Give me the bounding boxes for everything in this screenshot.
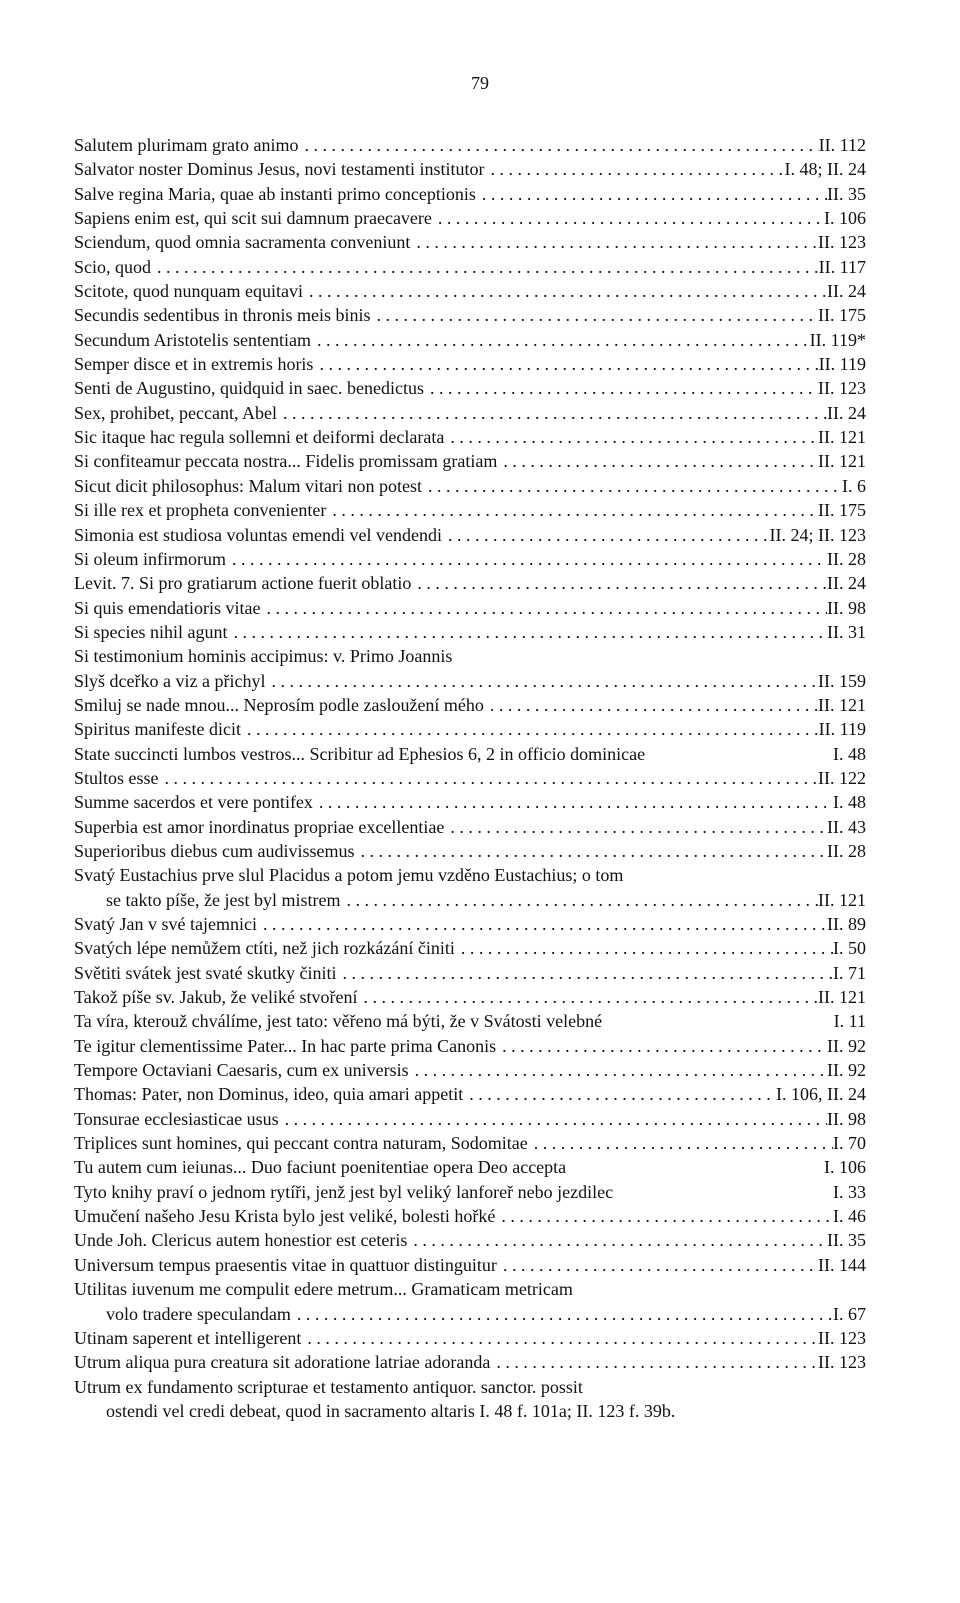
entry-heading: se takto píše, že jest byl mistrem (106, 889, 341, 910)
entry-reference: I. 106 (824, 1157, 866, 1178)
entry-heading: Sciendum, quod omnia sacramenta conveniunt (74, 232, 411, 253)
index-entry-line (74, 523, 866, 547)
entry-heading: Simonia est studiosa voluntas emendi vel vendendi (74, 524, 442, 545)
entry-reference: II. 119 (818, 719, 866, 740)
dot-leader (313, 790, 833, 814)
index-entry-line (74, 1375, 866, 1399)
entry-heading: Thomas: Pater, non Dominus, ideo, quia amari appetit (74, 1084, 464, 1105)
index-entry-line (74, 961, 866, 985)
index-entry-line (74, 1058, 866, 1082)
entry-reference: I. 67 (833, 1303, 866, 1324)
dot-leader (354, 839, 827, 863)
dot-leader (444, 815, 827, 839)
entry-heading: Tonsurae ecclesiasticae usus (74, 1108, 279, 1129)
entry-reference: II. 117 (818, 256, 866, 277)
index-entry-line (74, 1155, 866, 1179)
entry-reference: I. 48 (833, 792, 866, 813)
dot-leader (490, 1350, 818, 1374)
dot-leader (260, 596, 827, 620)
entry-heading: Ta víra, kterouž chválíme, jest tato: věřeno má býti, že v Svátosti velebné (74, 1011, 603, 1032)
entry-heading: Salvator noster Dominus Jesus, novi testamenti institutor (74, 159, 485, 180)
dot-leader (298, 133, 818, 157)
index-entry (74, 157, 866, 181)
entry-heading: Summe sacerdos et vere pontifex (74, 792, 313, 813)
index-entry (74, 839, 866, 863)
index-entry (74, 1131, 866, 1155)
dot-leader (303, 279, 827, 303)
index-entry-line (74, 133, 866, 157)
index-entry (74, 328, 866, 352)
entry-heading: State succincti lumbos vestros... Scribitur ad Ephesios 6, 2 in officio dominicae (74, 743, 646, 764)
index-entry-line (74, 1009, 866, 1033)
index-entry (74, 669, 866, 693)
entry-reference: II. 31 (827, 621, 866, 642)
index-entry-line (74, 547, 866, 571)
entry-reference: II. 35 (827, 183, 866, 204)
entry-heading: Si oleum infirmorum (74, 548, 226, 569)
index-entry (74, 279, 866, 303)
dot-leader (358, 985, 819, 1009)
index-entry-line (74, 912, 866, 936)
entry-heading: Utilitas iuvenum me compulit edere metrum... Gramaticam metricam (74, 1279, 573, 1300)
index-entry (74, 498, 866, 522)
index-entry-line (74, 644, 866, 668)
dot-leader (497, 1253, 818, 1277)
index-entry (74, 961, 866, 985)
entry-reference: I. 71 (833, 962, 866, 983)
index-entry-line (74, 352, 866, 376)
entry-heading: ostendi vel credi debeat, quod in sacramento altaris I. 48 f. 101a; II. 123 f. 39b. (106, 1400, 676, 1421)
index-entry-line (74, 328, 866, 352)
entry-reference: II. 24; II. 123 (769, 524, 866, 545)
index-entry-line (74, 1350, 866, 1374)
entry-heading: Universum tempus praesentis vitae in quattuor distinguitur (74, 1254, 497, 1275)
entry-reference: II. 112 (818, 135, 866, 155)
entry-reference: I. 50 (833, 938, 866, 959)
entry-reference: II. 175 (818, 500, 866, 521)
index-entry-continuation (74, 1399, 866, 1423)
index-entry (74, 523, 866, 547)
entry-reference: II. 24 (827, 573, 866, 594)
entry-heading: Scitote, quod nunquam equitavi (74, 281, 303, 302)
dot-leader (313, 352, 818, 376)
dot-leader (277, 401, 827, 425)
entry-reference: II. 123 (818, 1327, 866, 1348)
entry-reference: II. 28 (827, 548, 866, 569)
index-entry-line (74, 1107, 866, 1131)
index-entry (74, 206, 866, 230)
entry-reference: I. 48; II. 24 (784, 159, 866, 180)
index-entry (74, 425, 866, 449)
index-entry-line (74, 1034, 866, 1058)
index-entry (74, 742, 866, 766)
entry-reference: I. 48 (833, 743, 866, 764)
entry-heading: Tyto knihy praví o jednom rytíři, jenž jest byl veliký lanforeř nebo jezdilec (74, 1181, 614, 1202)
index-entry (74, 1350, 866, 1374)
entry-heading: Utrum aliqua pura creatura sit adoratione latriae adoranda (74, 1352, 491, 1373)
dot-leader (496, 1034, 827, 1058)
entry-reference: I. 106, II. 24 (776, 1084, 866, 1105)
index-entry (74, 1034, 866, 1058)
dot-leader (442, 523, 770, 547)
index-entry (74, 1326, 866, 1350)
entry-reference: I. 6 (842, 475, 866, 496)
entry-heading: Svatý Jan v své tajemnici (74, 914, 257, 934)
index-entry-line (74, 498, 866, 522)
dot-leader (528, 1131, 833, 1155)
index-entry-line (74, 620, 866, 644)
index-entry (74, 1155, 866, 1179)
entry-reference: I. 70 (833, 1133, 866, 1154)
entry-reference: II. 121 (818, 987, 866, 1008)
dot-leader (432, 206, 824, 230)
index-entry-line (74, 376, 866, 400)
dot-leader (279, 1107, 827, 1131)
dot-leader (444, 425, 818, 449)
index-entry (74, 1082, 866, 1106)
dot-leader (411, 571, 827, 595)
entry-heading: Svatý Eustachius prve slul Placidus a potom jemu vzděno Eustachius; o tom (74, 865, 624, 886)
entry-heading: Secundis sedentibus in thronis meis binis (74, 305, 371, 326)
index-entry (74, 352, 866, 376)
index-entry (74, 571, 866, 595)
dot-leader (159, 766, 818, 790)
index-entry-line (74, 790, 866, 814)
entry-heading: Si ille rex et propheta convenienter (74, 500, 327, 521)
index-entry-line (74, 863, 866, 887)
index-entry (74, 1058, 866, 1082)
entry-reference: II. 123 (818, 1352, 866, 1373)
entry-reference: I. 46 (833, 1206, 866, 1227)
index-entry-continuation (74, 888, 866, 912)
index-entry (74, 1204, 866, 1228)
dot-leader (227, 620, 827, 644)
entry-reference: II. 98 (827, 597, 866, 618)
entry-heading: Spiritus manifeste dicit (74, 719, 241, 740)
entry-reference: II. 121 (818, 427, 866, 448)
dot-leader (311, 328, 810, 352)
index-entry (74, 790, 866, 814)
dot-leader (371, 303, 819, 327)
entry-heading: Semper disce et in extremis horis (74, 354, 314, 375)
index-entry (74, 230, 866, 254)
index-entry (74, 1009, 866, 1033)
index-entry (74, 255, 866, 279)
index-entry (74, 182, 866, 206)
index-entry-line (74, 1131, 866, 1155)
index-entry-line (74, 936, 866, 960)
index-entry (74, 1180, 866, 1204)
index-entry-line (74, 839, 866, 863)
entry-heading: Levit. 7. Si pro gratiarum actione fuerit oblatio (74, 573, 412, 594)
entry-heading: Secundum Aristotelis sententiam (74, 329, 311, 350)
entry-reference: II. 123 (818, 232, 866, 253)
index-entry (74, 449, 866, 473)
index-entry-continuation (74, 1302, 866, 1326)
index-entry-line (74, 1180, 866, 1204)
index-entry (74, 474, 866, 498)
index-entry-line (74, 474, 866, 498)
entry-heading: volo tradere speculandam (106, 1303, 291, 1324)
dot-leader (301, 1326, 818, 1350)
index-entry (74, 985, 866, 1009)
entry-reference: II. 92 (827, 1060, 866, 1081)
index-entry-line (74, 596, 866, 620)
dot-leader (257, 912, 827, 936)
entry-reference: II. 121 (818, 451, 866, 472)
index-entry-line (74, 1082, 866, 1106)
index-entry (74, 1277, 866, 1326)
entry-heading: Superioribus diebus cum audivissemus (74, 840, 355, 861)
index-entry-line (74, 401, 866, 425)
index-entry (74, 620, 866, 644)
index-entry (74, 815, 866, 839)
entry-heading: Salve regina Maria, quae ab instanti primo conceptionis (74, 183, 476, 204)
index-entry-line (74, 1204, 866, 1228)
index-entry (74, 912, 866, 936)
entry-heading: Unde Joh. Clericus autem honestior est ceteris (74, 1230, 408, 1251)
index-entry-line (74, 571, 866, 595)
entry-reference: II. 43 (827, 816, 866, 837)
dot-leader (484, 157, 784, 181)
dot-leader (340, 888, 818, 912)
index-entry-line (74, 1326, 866, 1350)
index-entry (74, 644, 866, 668)
index-entry (74, 693, 866, 717)
dot-leader (495, 1204, 833, 1228)
index-entry-line (74, 1228, 866, 1252)
dot-leader (407, 1228, 827, 1252)
index-entry (74, 863, 866, 912)
entry-heading: Si testimonium hominis accipimus: v. Primo Joannis (74, 646, 453, 667)
index-entry-line (74, 182, 866, 206)
entry-reference: II. 119 (818, 354, 866, 375)
entry-reference: II. 89 (827, 914, 866, 934)
dot-leader (497, 449, 818, 473)
index-entry-line (74, 449, 866, 473)
index-entry-line (74, 742, 866, 766)
dot-leader (265, 669, 818, 693)
index-entry-line (74, 206, 866, 230)
entry-reference: II. 92 (827, 1035, 866, 1056)
index-entry-line (74, 717, 866, 741)
entry-reference: II. 119* (809, 329, 866, 350)
entry-heading: Slyš dceřko a viz a přichyl (74, 670, 266, 691)
entry-heading: Smiluj se nade mnou... Neprosím podle zasloužení mého (74, 694, 484, 715)
index-entry (74, 1228, 866, 1252)
index-entry-line (74, 1277, 866, 1301)
index-entry-line (74, 693, 866, 717)
entry-heading: Salutem plurimam grato animo (74, 135, 299, 155)
entry-heading: Takož píše sv. Jakub, že veliké stvoření (74, 987, 358, 1008)
entry-heading: Te igitur clementissime Pater... In hac parte prima Canonis (74, 1035, 497, 1056)
dot-leader (226, 547, 827, 571)
entry-heading: Sicut dicit philosophus: Malum vitari non potest (74, 475, 422, 496)
entry-reference: II. 98 (827, 1108, 866, 1129)
dot-leader (291, 1302, 833, 1326)
entry-heading: Tu autem cum ieiunas... Duo faciunt poenitentiae opera Deo accepta (74, 1157, 567, 1178)
index-entry (74, 717, 866, 741)
index-entry (74, 596, 866, 620)
entry-reference: II. 159 (818, 670, 866, 691)
entry-heading: Sex, prohibet, peccant, Abel (74, 402, 277, 423)
entry-reference: II. 121 (818, 694, 866, 715)
index-entry (74, 133, 866, 157)
dot-leader (422, 474, 842, 498)
index-entry (74, 1375, 866, 1424)
entry-heading: Sapiens enim est, qui scit sui damnum praecavere (74, 208, 432, 229)
entry-reference: II. 144 (818, 1254, 866, 1275)
index-entry (74, 1107, 866, 1131)
dot-leader (151, 255, 819, 279)
entry-reference: II. 175 (818, 305, 866, 326)
entry-heading: Utrum ex fundamento scripturae et testamento antiquor. sanctor. possit (74, 1376, 583, 1397)
index-entry-line (74, 230, 866, 254)
entry-reference: II. 24 (827, 281, 866, 302)
entry-heading: Utinam saperent et intelligerent (74, 1327, 302, 1348)
index-entry-line (74, 255, 866, 279)
index-entry-line (74, 815, 866, 839)
index-entry-line (74, 157, 866, 181)
entry-heading: Si quis emendatioris vitae (74, 597, 261, 618)
index-entry (74, 547, 866, 571)
entry-heading: Umučení našeho Jesu Krista bylo jest veliké, bolesti hořké (74, 1206, 496, 1227)
index-entry (74, 401, 866, 425)
entry-heading: Superbia est amor inordinatus propriae excellentiae (74, 816, 445, 837)
index-entry-line (74, 669, 866, 693)
entry-heading: Senti de Augustino, quidquid in saec. benedictus (74, 378, 424, 399)
entry-reference: II. 28 (827, 840, 866, 861)
dot-leader (424, 376, 818, 400)
entry-heading: Tempore Octaviani Caesaris, cum ex universis (74, 1060, 409, 1081)
entry-reference: II. 35 (827, 1230, 866, 1251)
index-entry-line (74, 985, 866, 1009)
entry-reference: I. 11 (833, 1011, 866, 1032)
entry-reference: II. 121 (818, 889, 866, 910)
entry-heading: Si species nihil agunt (74, 621, 228, 642)
dot-leader (463, 1082, 776, 1106)
entry-reference: II. 122 (818, 767, 866, 788)
index-entry (74, 766, 866, 790)
index-entry (74, 1253, 866, 1277)
entry-reference: I. 33 (833, 1181, 866, 1202)
index-entry-line (74, 303, 866, 327)
dot-leader (484, 693, 818, 717)
entry-heading: Sic itaque hac regula sollemni et deiformi declarata (74, 427, 445, 448)
index-entry-line (74, 1253, 866, 1277)
index-entry (74, 303, 866, 327)
entry-heading: Svatých lépe nemůžem ctíti, než jich rozkázání činiti (74, 938, 455, 959)
entry-heading: Si confiteamur peccata nostra... Fidelis promissam gratiam (74, 451, 498, 472)
dot-leader (241, 717, 819, 741)
entry-reference: II. 123 (818, 378, 866, 399)
entry-heading: Scio, quod (74, 256, 152, 277)
entry-heading: Stultos esse (74, 767, 159, 788)
dot-leader (455, 936, 833, 960)
dot-leader (476, 182, 827, 206)
index-entry-line (74, 425, 866, 449)
dot-leader (336, 961, 833, 985)
entry-reference: II. 24 (827, 402, 866, 423)
dot-leader (409, 1058, 827, 1082)
entry-heading: Světiti svátek jest svaté skutky činiti (74, 962, 337, 983)
index-entry (74, 376, 866, 400)
index-entry-line (74, 766, 866, 790)
dot-leader (326, 498, 818, 522)
page-number: 79 (471, 73, 489, 93)
index-entry (74, 936, 866, 960)
index-list (74, 133, 866, 1423)
entry-reference: I. 106 (824, 208, 866, 229)
index-entry-line (74, 279, 866, 303)
entry-heading: Triplices sunt homines, qui peccant contra naturam, Sodomitae (74, 1133, 528, 1154)
dot-leader (410, 230, 818, 254)
